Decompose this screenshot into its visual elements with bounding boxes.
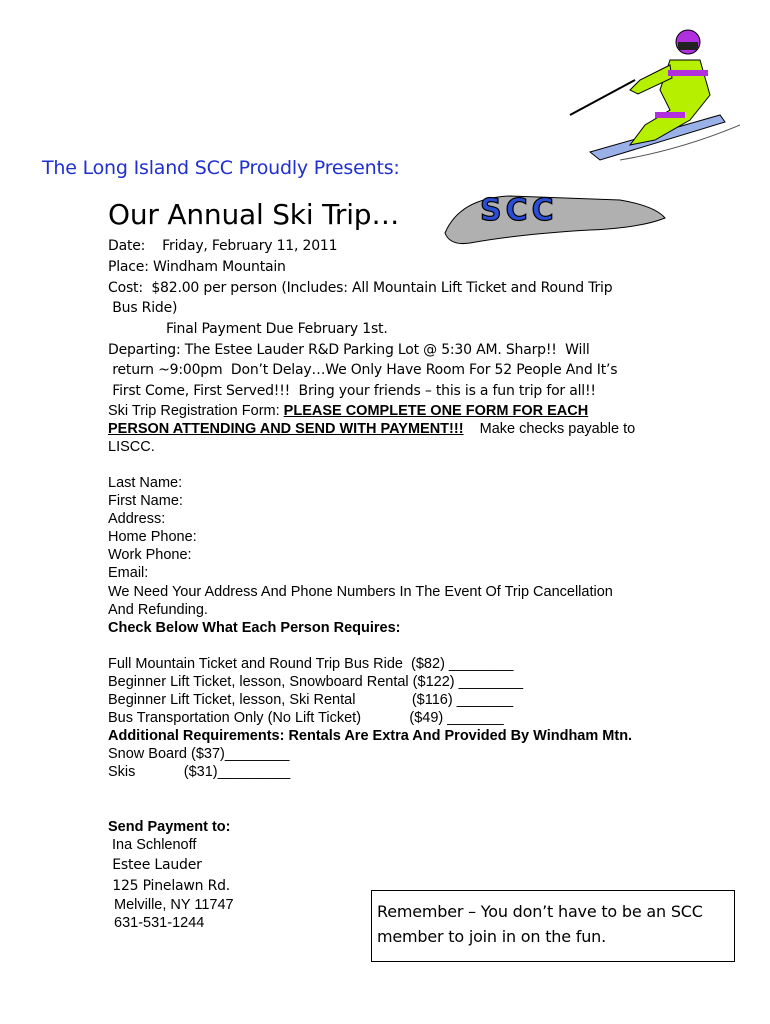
departing-line-2: return ~9:00pm Don’t Delay…We Only Have Room For 52 People And It’s: [108, 362, 618, 378]
address-field[interactable]: Address:: [108, 511, 166, 527]
requirements-heading: Check Below What Each Person Requires:: [108, 620, 401, 636]
cost-line-2: Bus Ride): [108, 300, 178, 316]
payment-heading: Send Payment to:: [108, 819, 231, 835]
registration-label: Ski Trip Registration Form:: [108, 403, 284, 419]
checks-payable: Make checks payable to: [463, 421, 636, 437]
option-beginner-snowboard[interactable]: Beginner Lift Ticket, lesson, Snowboard Rental ($122) ________: [108, 674, 524, 690]
registration-notice-line-2: [108, 421, 635, 437]
work-phone-field[interactable]: Work Phone:: [108, 547, 192, 563]
home-phone-field[interactable]: Home Phone:: [108, 529, 197, 545]
reminder-box: [371, 890, 735, 962]
reminder-text: Remember – You don’t have to be an SCC member to join in on the fun.: [377, 902, 703, 946]
last-name-field[interactable]: Last Name:: [108, 475, 183, 491]
rental-skis[interactable]: Skis ($31)_________: [108, 764, 291, 780]
first-name-field[interactable]: First Name:: [108, 493, 183, 509]
date-line: Date: Friday, February 11, 2011: [108, 238, 338, 254]
payment-name: Ina Schlenoff: [108, 837, 197, 853]
presents-heading: The Long Island SCC Proudly Presents:: [42, 157, 400, 179]
cost-line: Cost: $82.00 per person (Includes: All Mountain Lift Ticket and Round Trip: [108, 280, 613, 296]
registration-intro: [108, 403, 588, 419]
departing-line: Departing: The Estee Lauder R&D Parking Lot @ 5:30 AM. Sharp!! Will: [108, 342, 590, 358]
registration-notice-2: PERSON ATTENDING AND SEND WITH PAYMENT!!!: [108, 421, 464, 437]
svg-text:SCC: SCC: [480, 193, 558, 228]
address-note-2: And Refunding.: [108, 602, 208, 618]
registration-notice: PLEASE COMPLETE ONE FORM FOR EACH: [283, 403, 589, 419]
payment-city: Melville, NY 11747: [110, 897, 234, 913]
payment-company: Estee Lauder: [108, 857, 202, 873]
payment-phone: 631-531-1244: [110, 915, 205, 931]
skier-illustration: [560, 20, 740, 170]
rental-snowboard[interactable]: Snow Board ($37)________: [108, 746, 290, 762]
additional-requirements: Additional Requirements: Rentals Are Extra And Provided By Windham Mtn.: [108, 728, 633, 744]
checks-payable-2: LISCC.: [108, 439, 155, 455]
option-full-mountain[interactable]: Full Mountain Ticket and Round Trip Bus Ride ($82) ________: [108, 656, 514, 672]
email-field[interactable]: Email:: [108, 565, 149, 581]
final-payment-line: Final Payment Due February 1st.: [166, 321, 388, 337]
payment-street: 125 Pinelawn Rd.: [108, 878, 231, 894]
option-bus-only[interactable]: Bus Transportation Only (No Lift Ticket) ($49) _______: [108, 710, 504, 726]
place-line: Place: Windham Mountain: [108, 259, 286, 275]
option-beginner-ski[interactable]: Beginner Lift Ticket, lesson, Ski Rental ($116) _______: [108, 692, 514, 708]
page-title: Our Annual Ski Trip…: [108, 198, 400, 231]
departing-line-3: First Come, First Served!!! Bring your friends – this is a fun trip for all!!: [108, 383, 596, 399]
address-note: We Need Your Address And Phone Numbers In The Event Of Trip Cancellation: [108, 584, 613, 600]
scc-logo: [440, 188, 670, 248]
